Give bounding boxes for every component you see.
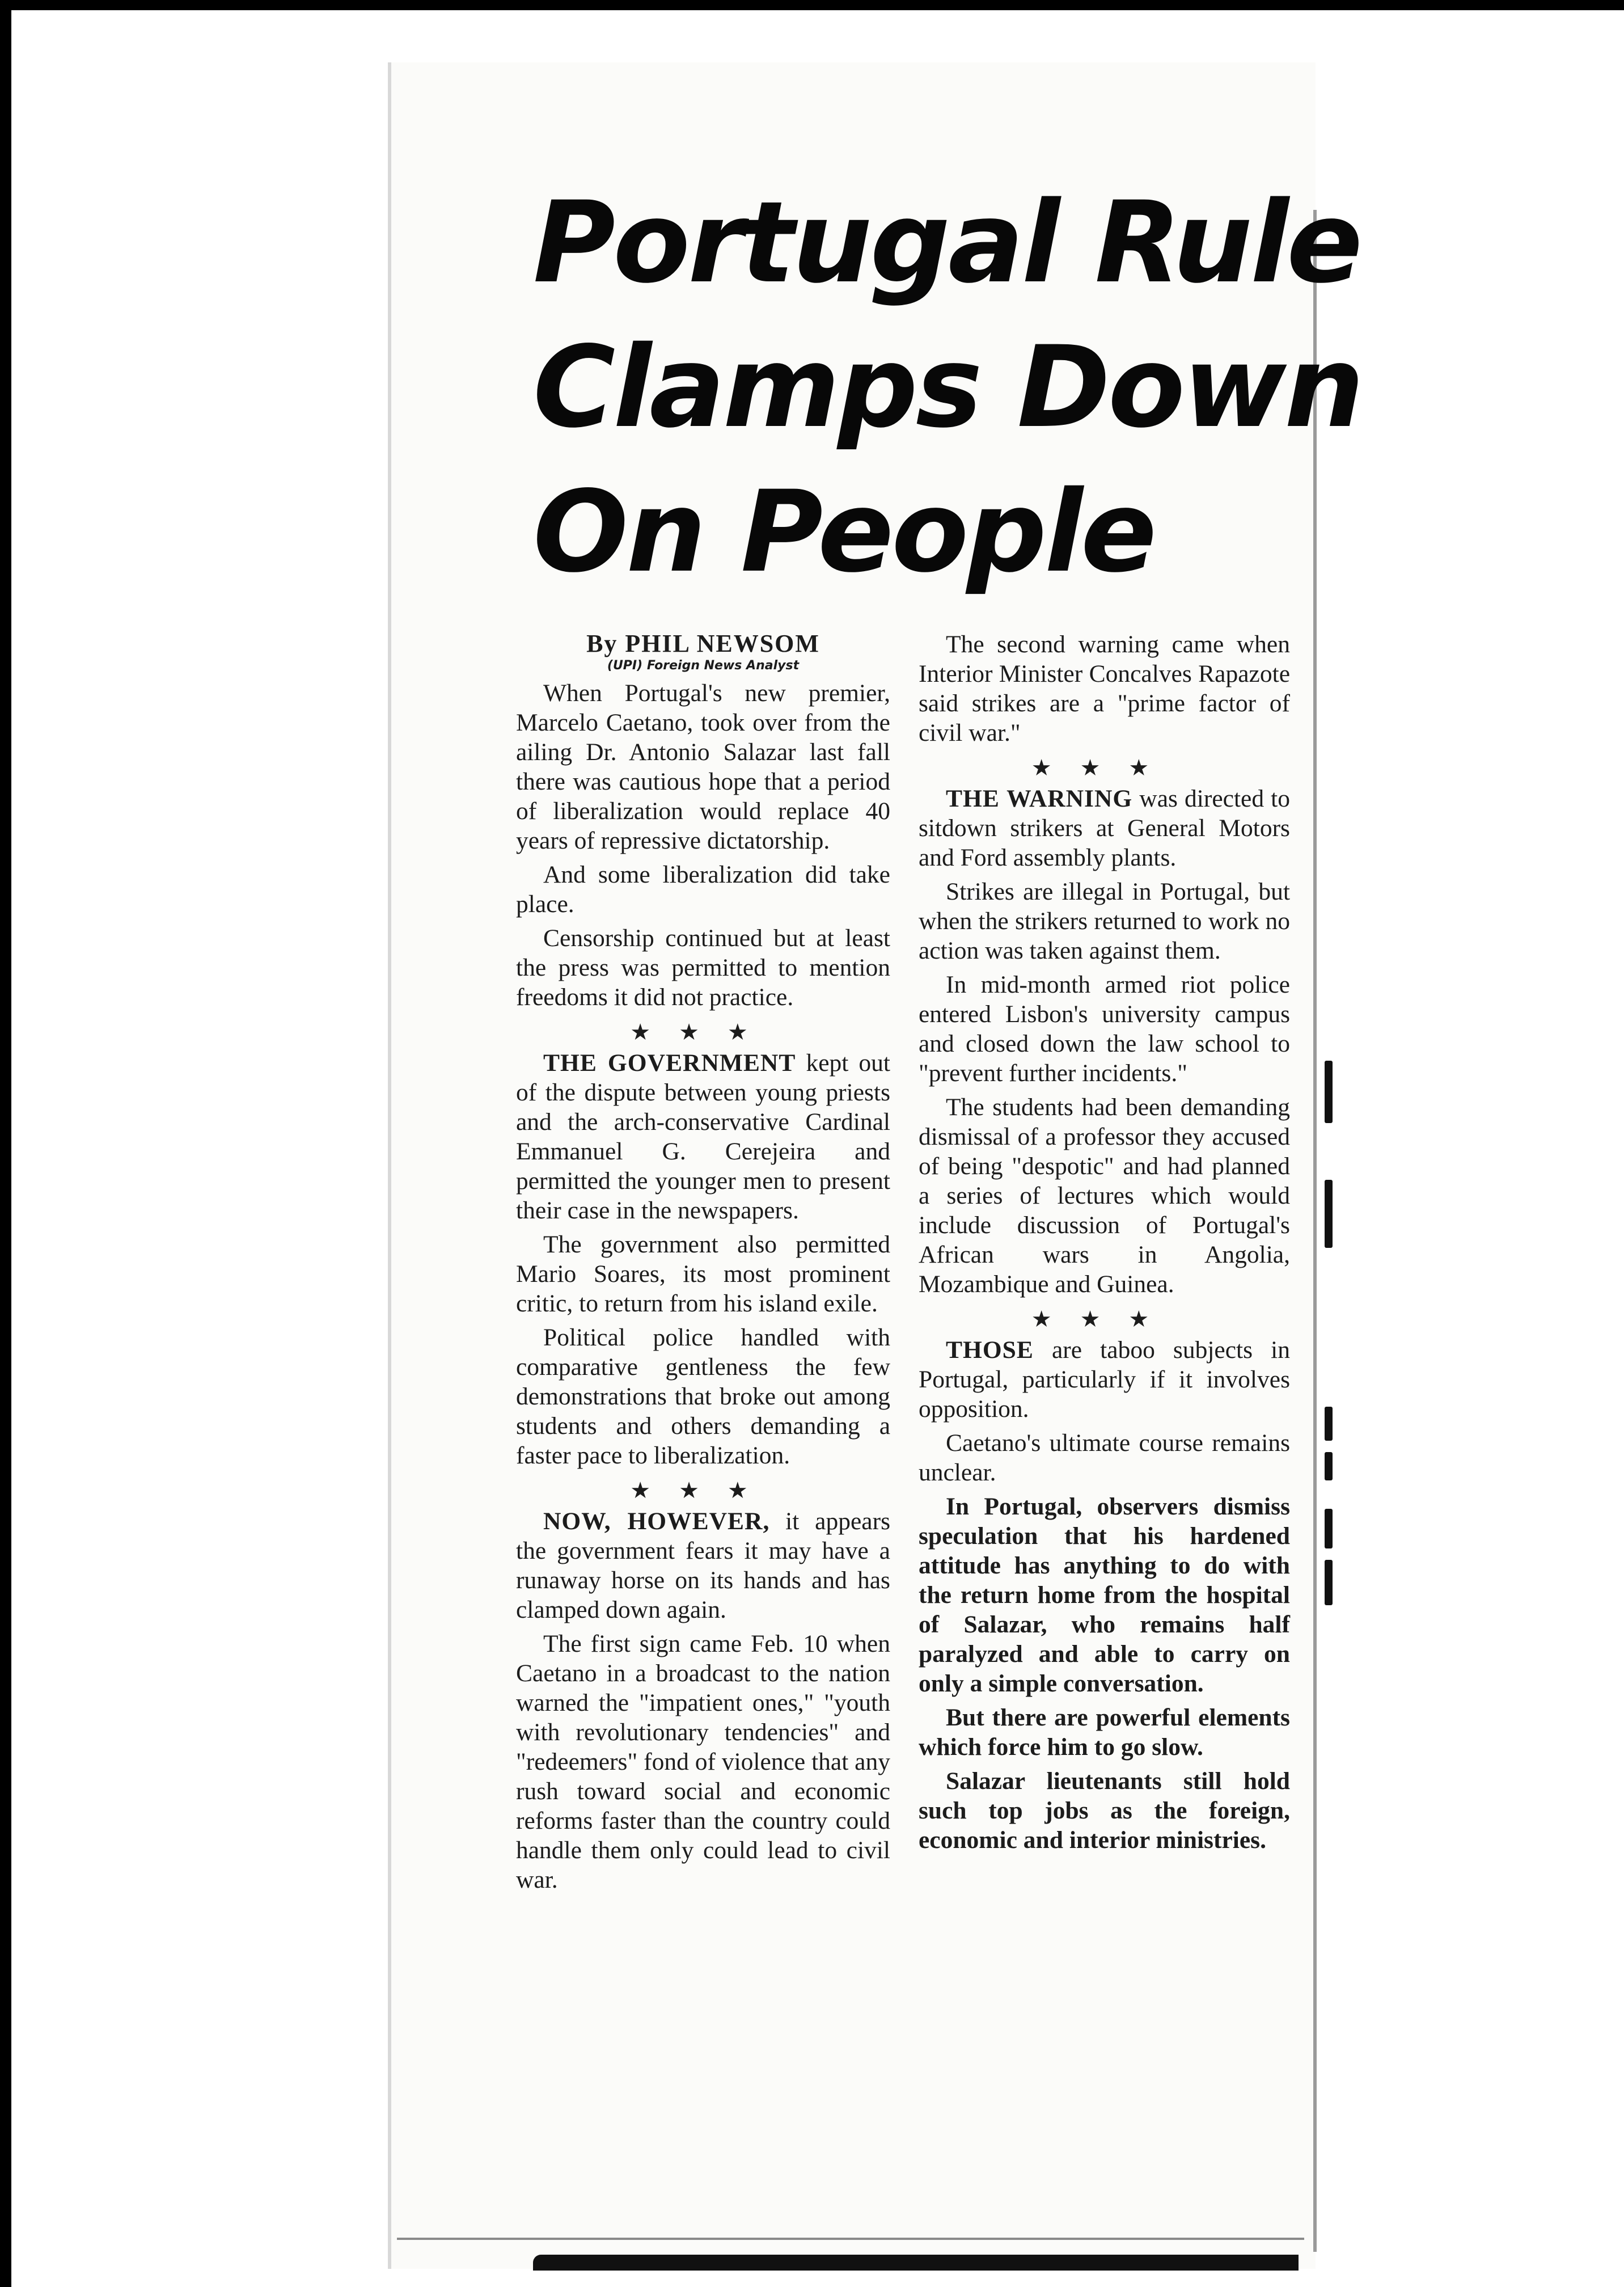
scan-smudge-bottom xyxy=(533,2255,1299,2271)
paragraph: But there are powerful elements which force him to go slow. xyxy=(919,1704,1290,1761)
paragraph: Political police handled with comparative gentleness the few demonstrations that broke out among students and others demanding a faster pace to liberalization. xyxy=(516,1324,890,1469)
paragraph-text: are taboo subjects in Portugal, particularly if it involves opposition. xyxy=(919,1336,1290,1423)
paragraph: Strikes are illegal in Portugal, but when the strikers returned to work no action was taken against them. xyxy=(919,878,1290,964)
paragraph-text: was directed to sitdown strikers at General Motors and Ford assembly plants. xyxy=(919,785,1290,871)
paragraph xyxy=(919,1335,1290,1424)
paragraph: And some liberalization did take place. xyxy=(516,861,890,918)
paragraph: The second warning came when Interior Minister Concalves Rapazote said strikes are a "prime factor of civil war." xyxy=(919,631,1290,746)
scan-mark xyxy=(1325,1407,1333,1441)
scan-mark xyxy=(1325,1452,1333,1480)
byline-author: By PHIL NEWSOM xyxy=(586,630,820,657)
paragraph-lead: NOW, HOWEVER, xyxy=(543,1508,770,1535)
section-break-stars: ★★★ xyxy=(1031,1306,1178,1332)
headline-line-1: Portugal Rule xyxy=(533,177,1361,308)
article-column-1 xyxy=(516,630,890,1899)
paragraph-text: kept out of the dispute between young priests and the arch-conservative Cardinal Emmanuel G. Cerejeira and permitted the younger men to present their case in the newspapers. xyxy=(516,1049,890,1224)
headline-line-3: On People xyxy=(533,466,1155,597)
paragraph: The first sign came Feb. 10 when Caetano in a broadcast to the nation warned the "impatient ones," "youth with revolutionary tendencies" and "redeemers" fond of violence that any rush toward social and economic reforms faster than the country could handle them only could lead to civil war. xyxy=(516,1630,890,1893)
section-break-stars: ★★★ xyxy=(630,1478,776,1503)
headline-line-2: Clamps Down xyxy=(533,322,1362,453)
headline xyxy=(533,170,1362,604)
paragraph-lead: THOSE xyxy=(946,1336,1034,1364)
paragraph xyxy=(516,1507,890,1624)
paragraph: Censorship continued but at least the press was permitted to mention freedoms it did not practice. xyxy=(516,925,890,1011)
paragraph-lead: THE GOVERNMENT xyxy=(543,1049,796,1077)
paragraph: When Portugal's new premier, Marcelo Caetano, took over from the ailing Dr. Antonio Salazar last fall there was cautious hope that a period of liberalization would replace 40 years of repressive dictatorship. xyxy=(516,680,890,854)
column-rule-bottom xyxy=(397,2238,1304,2240)
scan-mark xyxy=(1325,1061,1333,1123)
scan-mark xyxy=(1325,1560,1333,1605)
paragraph: In Portugal, observers dismiss speculation that his hardened attitude has anything to do with the return home from the hospital of Salazar, who remains half paralyzed and able to carry on only a simple conversation. xyxy=(919,1493,1290,1697)
scan-mark xyxy=(1325,1180,1333,1248)
section-break-stars: ★★★ xyxy=(630,1019,776,1045)
paragraph: The government also permitted Mario Soares, its most prominent critic, to return from his island exile. xyxy=(516,1231,890,1317)
paragraph: Caetano's ultimate course remains unclear. xyxy=(919,1429,1290,1486)
byline-credit: (UPI) Foreign News Analyst xyxy=(607,659,800,673)
paragraph xyxy=(516,1048,890,1225)
scan-mark xyxy=(1325,1509,1333,1548)
paragraph: Salazar lieutenants still hold such top jobs as the foreign, economic and interior ministries. xyxy=(919,1767,1290,1854)
scan-border-left xyxy=(0,0,11,2287)
section-break-stars: ★★★ xyxy=(1031,755,1178,780)
paragraph xyxy=(919,784,1290,872)
article-column-2 xyxy=(919,630,1290,1859)
paragraph-text: it appears the government fears it may have a runaway horse on its hands and has clamped down again. xyxy=(516,1508,890,1623)
scan-border-top xyxy=(0,0,1624,10)
paragraph-lead: THE WARNING xyxy=(946,785,1133,812)
paragraph: The students had been demanding dismissal of a professor they accused of being "despotic" and had planned a series of lectures which would include discussion of Portugal's African wars in Angolia, Mozambique and Guinea. xyxy=(919,1094,1290,1298)
paragraph: In mid-month armed riot police entered Lisbon's university campus and closed down the law school to "prevent further incidents." xyxy=(919,971,1290,1087)
